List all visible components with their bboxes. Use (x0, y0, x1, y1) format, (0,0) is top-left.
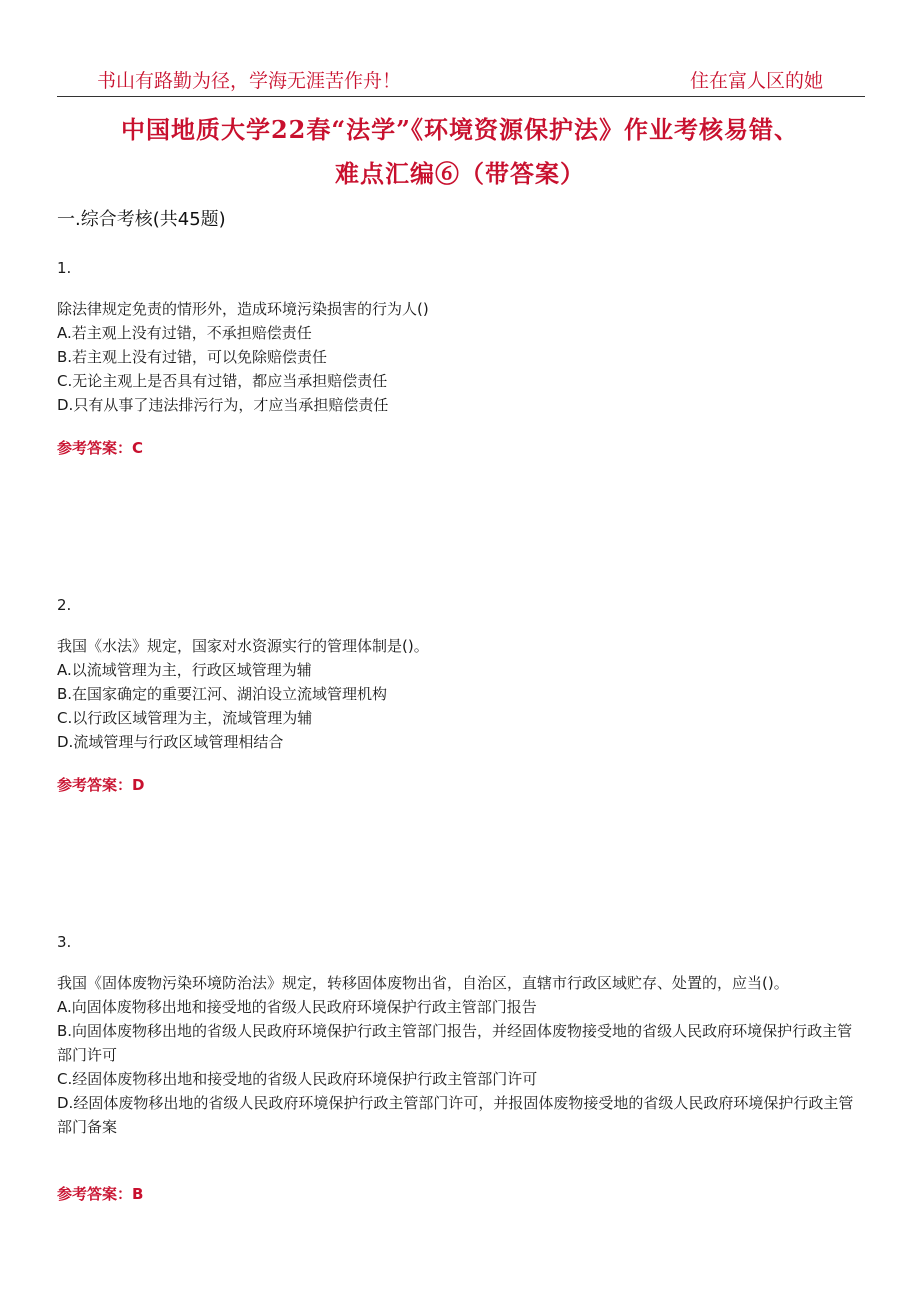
question-number: 1. (57, 259, 72, 277)
option-d: D.只有从事了违法排污行为，才应当承担赔偿责任 (57, 396, 389, 414)
option-b: B.若主观上没有过错，可以免除赔偿责任 (57, 348, 328, 366)
question-1 (57, 256, 867, 457)
option-b: B.向固体废物移出地的省级人民政府环境保护行政主管部门报告，并经固体废物接受地的省级人民政府环境保护行政主管部门许可 (57, 1022, 853, 1064)
page-header (57, 66, 865, 97)
option-c: C.以行政区域管理为主，流域管理为辅 (57, 709, 313, 727)
question-2 (57, 593, 867, 794)
document-title-line-1: 中国地质大学22春“法学”《环境资源保护法》作业考核易错、 (120, 115, 799, 144)
answer-label: 参考答案：D (57, 776, 145, 794)
section-title: 一.综合考核(共45题) (57, 209, 226, 230)
question-number: 3. (57, 933, 72, 951)
option-c: C.无论主观上是否具有过错，都应当承担赔偿责任 (57, 372, 388, 390)
answer-label: 参考答案：C (57, 439, 144, 457)
option-b: B.在国家确定的重要江河、湖泊设立流域管理机构 (57, 685, 388, 703)
question-stem: 除法律规定免责的情形外，造成环境污染损害的行为人() (57, 300, 429, 318)
header-motto: 书山有路勤为径，学海无涯苦作舟！ (97, 70, 402, 92)
document-title-line-2: 难点汇编⑥（带答案） (335, 159, 585, 188)
option-a: A.以流域管理为主，行政区域管理为辅 (57, 661, 312, 679)
option-d: D.经固体废物移出地的省级人民政府环境保护行政主管部门许可，并报固体废物接受地的省级人民政府环境保护行政主管部门备案 (57, 1094, 854, 1136)
question-stem: 我国《水法》规定，国家对水资源实行的管理体制是()。 (57, 637, 429, 655)
question-stem: 我国《固体废物污染环境防治法》规定，转移固体废物出省，自治区，直辖市行政区域贮存、处置的，应当()。 (57, 974, 789, 992)
header-author: 住在富人区的她 (689, 70, 823, 92)
option-d: D.流域管理与行政区域管理相结合 (57, 733, 284, 751)
option-c: C.经固体废物移出地和接受地的省级人民政府环境保护行政主管部门许可 (57, 1070, 538, 1088)
option-a: A.若主观上没有过错，不承担赔偿责任 (57, 324, 312, 342)
option-a: A.向固体废物移出地和接受地的省级人民政府环境保护行政主管部门报告 (57, 998, 537, 1016)
question-3 (57, 930, 867, 1203)
question-number: 2. (57, 596, 72, 614)
answer-label: 参考答案：B (57, 1185, 144, 1203)
